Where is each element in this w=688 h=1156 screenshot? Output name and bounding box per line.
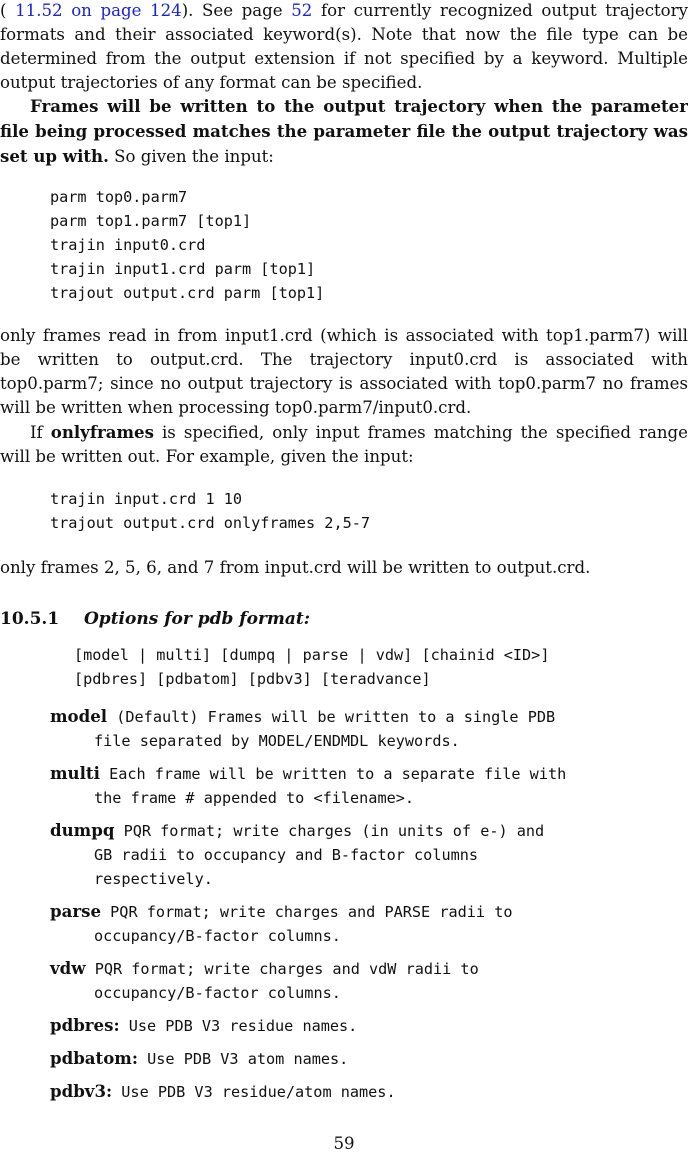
syntax-block (74, 643, 549, 691)
option-multi: multi Each frame will be written to a separate file with the frame # appended to <filename>. (50, 763, 567, 807)
option-term: pdbres: (50, 1015, 120, 1035)
option-term: pdbatom: (50, 1048, 138, 1068)
section-title: Options for pdb format: (84, 609, 311, 629)
code-line: parm top0.parm7 (50, 188, 188, 206)
paragraph-only-frames-read: only frames read in from input1.crd (which is associated with top1.parm7) will be written to output.crd. The trajectory input0.crd is associated with top0.parm7; since no output trajectory is associated with top0.parm7 no frames will be written when processing top0.parm7/input0.crd. (0, 326, 688, 417)
code-line: trajout output.crd parm [top1] (50, 284, 325, 302)
code-line: trajin input0.crd (50, 236, 206, 254)
option-dumpq: dumpq PQR format; write charges (in units of e-) and GB radii to occupancy and B-factor columns respectively. (50, 820, 545, 888)
option-term: parse (50, 901, 101, 921)
section-heading (0, 607, 310, 631)
paragraph-onlyframes: If onlyframes is specified, only input frames matching the specified range will be written out. For example, given the input: (0, 422, 688, 466)
option-pdbv3: pdbv3: Use PDB V3 residue/atom names. (50, 1081, 396, 1101)
option-term: vdw (50, 958, 86, 978)
page-number: 59 (333, 1134, 355, 1153)
paragraph-trajout-formats: ( 11.52 on page 124). See page 52 for currently recognized output trajectory formats and their associated keyword(s). Note that now the file type can be determined from the output extension if not specified by a keyword. Multiple output trajectories of any format can be specified. (0, 1, 688, 92)
syntax-line: [pdbres] [pdbatom] [pdbv3] [teradvance] (74, 670, 431, 688)
code-line: trajin input1.crd parm [top1] (50, 260, 316, 278)
option-parse: parse PQR format; write charges and PARSE radii to occupancy/B-factor columns. (50, 901, 513, 945)
paragraph-only-frames-result: only frames 2, 5, 6, and 7 from input.crd will be written to output.crd. (0, 558, 591, 577)
option-term: multi (50, 763, 100, 783)
code-block-parm-example (50, 185, 324, 305)
link-section-11-52[interactable]: 11.52 on page 124 (15, 1, 182, 20)
options-list (50, 704, 680, 1104)
code-line: parm top1.parm7 [top1] (50, 212, 252, 230)
bold-statement: Frames will be written to the output trajectory when the parameter file being processed matches the parameter file the output trajectory was set up with. (0, 96, 688, 166)
option-model: model (Default) Frames will be written to a single PDB file separated by MODEL/ENDMDL keywords. (50, 706, 556, 750)
syntax-line: [model | multi] [dumpq | parse | vdw] [chainid <ID>] (74, 646, 550, 664)
option-term: model (50, 706, 108, 726)
option-term: pdbv3: (50, 1081, 113, 1101)
code-line: trajin input.crd 1 10 (50, 490, 243, 508)
keyword-onlyframes: onlyframes (50, 422, 154, 442)
section-number: 10.5.1 (0, 609, 60, 629)
code-block-onlyframes-example (50, 487, 370, 535)
link-page-52[interactable]: 52 (291, 1, 313, 20)
option-pdbres: pdbres: Use PDB V3 residue names. (50, 1015, 358, 1035)
option-pdbatom: pdbatom: Use PDB V3 atom names. (50, 1048, 349, 1068)
option-vdw: vdw PQR format; write charges and vdW radii to occupancy/B-factor columns. (50, 958, 479, 1002)
paragraph-frames-written: Frames will be written to the output trajectory when the parameter file being processed matches the parameter file the output trajectory was set up with. So given the input: (0, 96, 688, 166)
code-line: trajout output.crd onlyframes 2,5-7 (50, 514, 371, 532)
option-term: dumpq (50, 820, 115, 840)
